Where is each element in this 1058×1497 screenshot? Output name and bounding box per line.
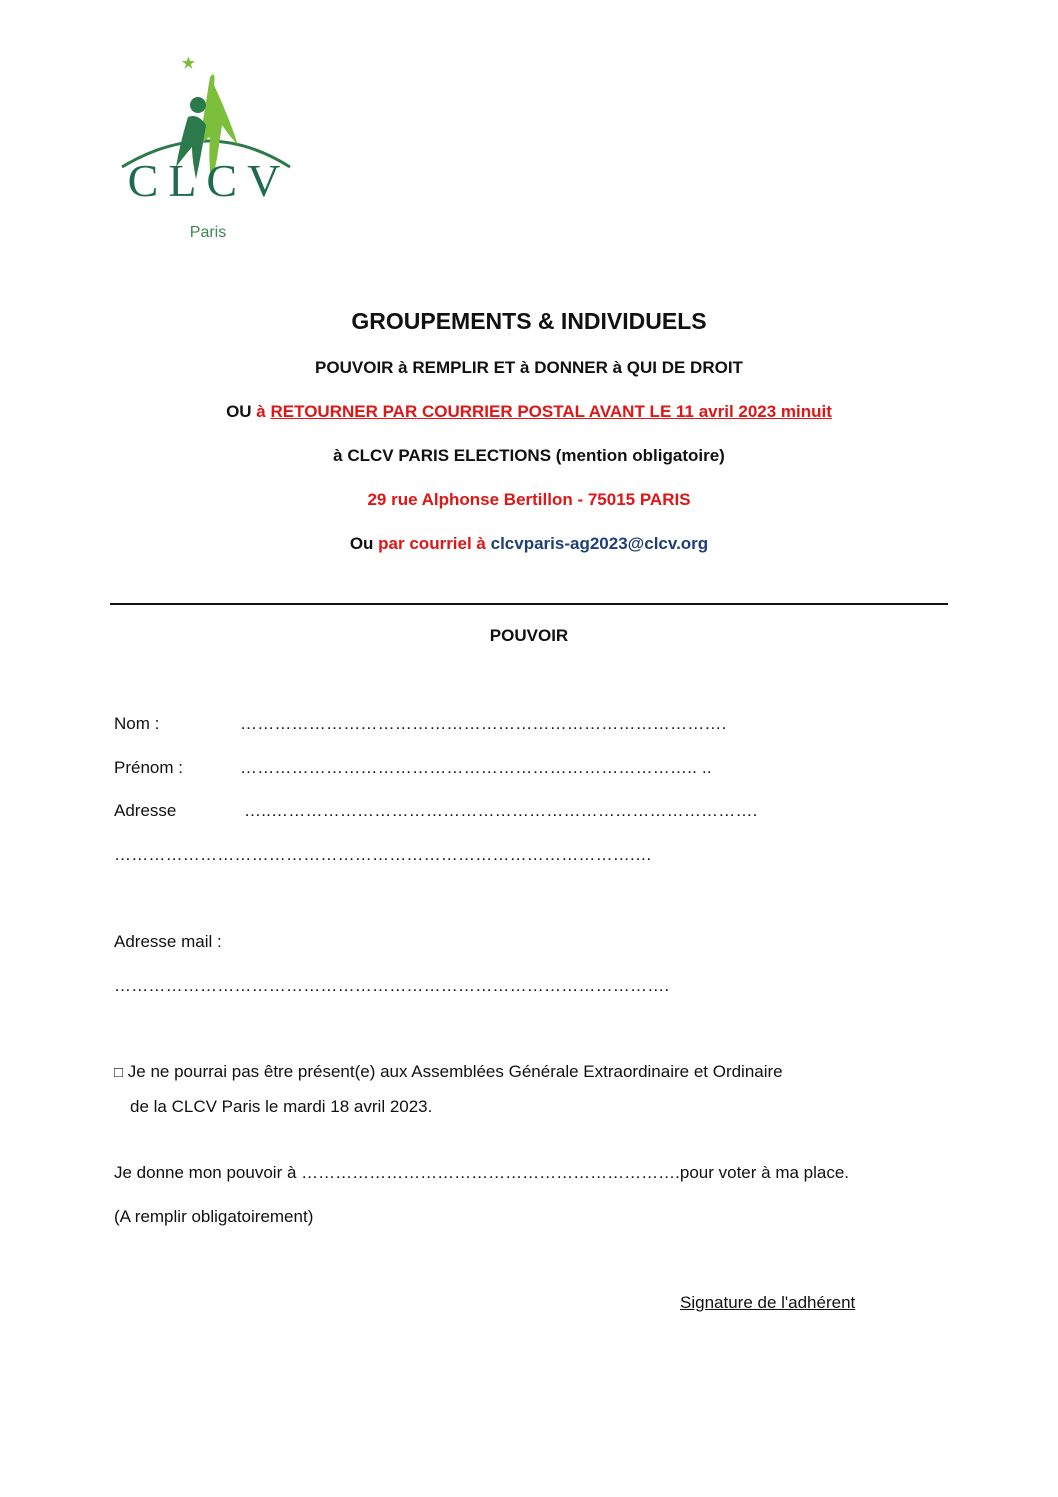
section-divider bbox=[110, 603, 948, 605]
form-title: POUVOIR bbox=[489, 626, 569, 645]
instruction-line-1: POUVOIR à REMPLIR ET à DONNER à QUI DE DROIT bbox=[315, 358, 743, 377]
proxy-prefix: Je donne mon pouvoir à bbox=[114, 1163, 297, 1182]
nom-field[interactable]: …………………………………………………………………………. bbox=[240, 714, 727, 733]
logo-city: Paris bbox=[189, 224, 227, 241]
instruction-prefix: OU bbox=[226, 402, 252, 421]
prenom-label: Prénom : bbox=[114, 758, 183, 777]
statement-line-2: de la CLCV Paris le mardi 18 avril 2023. bbox=[130, 1097, 433, 1116]
nom-label: Nom : bbox=[114, 714, 160, 733]
instruction-line-2 bbox=[0, 402, 1058, 422]
proxy-statement bbox=[114, 1163, 849, 1183]
adresse-field[interactable]: …..…………………………………………………………………………. bbox=[244, 801, 758, 820]
prenom-field[interactable]: …………………………………………………………………….. .. bbox=[240, 758, 712, 777]
email-red-text: par courriel à bbox=[378, 534, 486, 553]
email-link[interactable]: clcvparis-ag2023@clcv.org bbox=[490, 534, 709, 553]
clcv-logo bbox=[118, 55, 298, 250]
postal-address: 29 rue Alphonse Bertillon - 75015 PARIS bbox=[367, 490, 691, 509]
signature-label: Signature de l'adhérent bbox=[680, 1293, 856, 1312]
email-prefix: Ou bbox=[349, 534, 374, 553]
postal-deadline-link[interactable]: RETOURNER PAR COURRIER POSTAL AVANT LE 11 avril 2023 minuit bbox=[270, 402, 832, 421]
instruction-line-3: à CLCV PARIS ELECTIONS (mention obligatoire) bbox=[333, 446, 725, 465]
mail-label: Adresse mail : bbox=[114, 932, 222, 951]
mandatory-note: (A remplir obligatoirement) bbox=[114, 1207, 314, 1226]
adresse-field-line2[interactable]: ……………………………………………………………………………….… bbox=[114, 845, 653, 864]
logo-wordmark: CLCV bbox=[127, 155, 291, 206]
mail-field[interactable]: ……………………………………………………………………………………. bbox=[114, 976, 670, 995]
absence-checkbox[interactable]: □ bbox=[114, 1064, 124, 1081]
absence-statement bbox=[114, 1062, 783, 1082]
proxy-suffix: pour voter à ma place. bbox=[679, 1163, 850, 1182]
adresse-label: Adresse bbox=[114, 801, 177, 820]
document-title: GROUPEMENTS & INDIVIDUELS bbox=[351, 308, 707, 334]
instruction-red-word: à bbox=[256, 402, 266, 421]
statement-line-1: Je ne pourrai pas être présent(e) aux Assemblées Générale Extraordinaire et Ordinaire bbox=[127, 1062, 783, 1081]
proxy-name-field[interactable]: …………………………………………………………. bbox=[301, 1163, 680, 1182]
instruction-line-5 bbox=[0, 534, 1058, 554]
